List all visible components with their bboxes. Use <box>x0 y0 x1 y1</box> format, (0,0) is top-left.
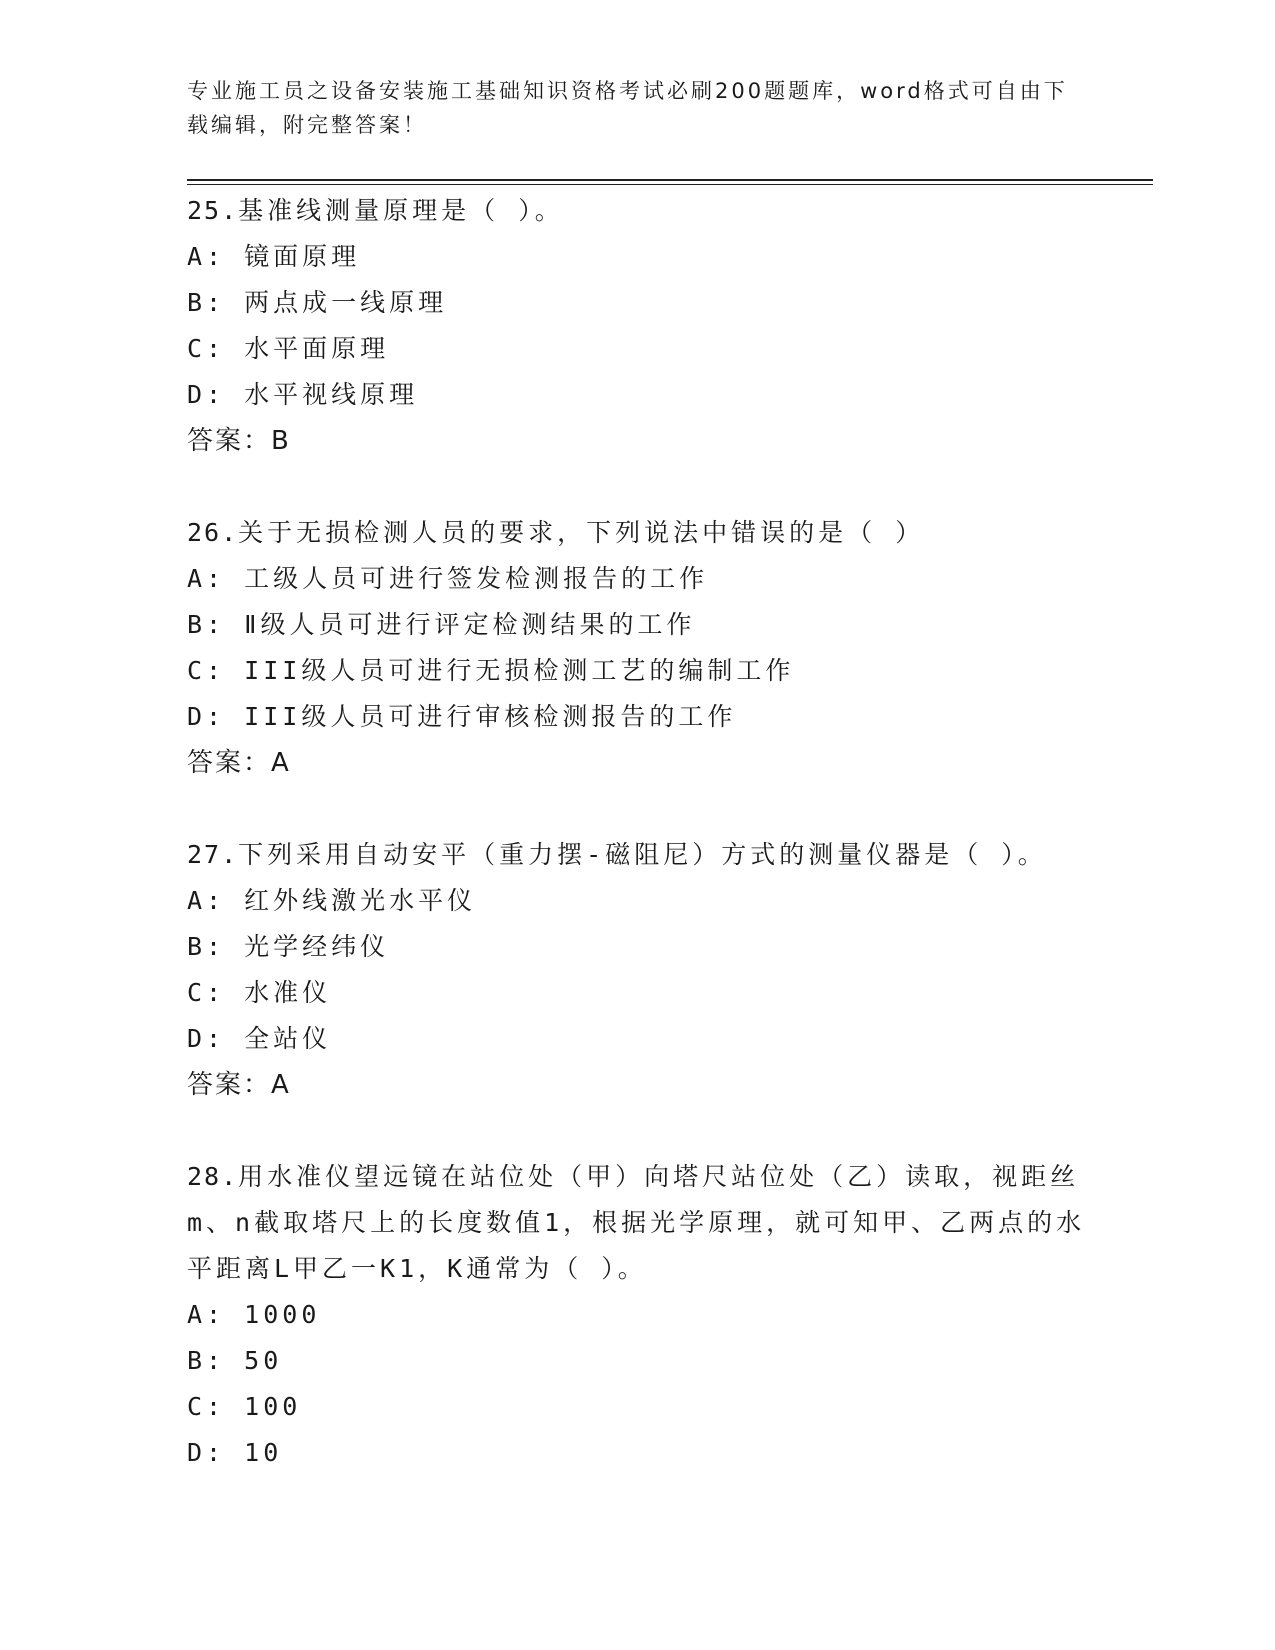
option-label: D: <box>187 1438 226 1467</box>
option-label: C: <box>187 978 226 1007</box>
option-label: D: <box>187 380 226 409</box>
question-27 <box>187 832 1107 1108</box>
option-label: C: <box>187 656 226 685</box>
document-header: 专业施工员之设备安装施工基础知识资格考试必刷200题题库，word格式可自由下载编辑，附完整答案！ <box>187 79 1068 137</box>
question-number: 26. <box>187 518 239 547</box>
option-label: C: <box>187 334 226 363</box>
option-c <box>187 648 1107 694</box>
option-c <box>187 1384 1107 1430</box>
option-a <box>187 234 1107 280</box>
question-28 <box>187 1154 1107 1476</box>
question-number: 25. <box>187 196 239 225</box>
option-label: B: <box>187 932 226 961</box>
option-d <box>187 1430 1107 1476</box>
option-text: 1000 <box>244 1300 321 1329</box>
option-text: 工级人员可进行签发检测报告的工作 <box>244 564 709 593</box>
option-c <box>187 326 1107 372</box>
answer-line: 答案：A <box>187 748 291 778</box>
option-label: A: <box>187 242 226 271</box>
option-d <box>187 694 1107 740</box>
option-text: III级人员可进行审核检测报告的工作 <box>244 702 737 731</box>
question-stem <box>187 832 1107 878</box>
option-b <box>187 924 1107 970</box>
option-text: 水平面原理 <box>244 334 390 363</box>
question-stem <box>187 1154 1087 1292</box>
option-label: B: <box>187 288 226 317</box>
option-text: 水平视线原理 <box>244 380 419 409</box>
header-divider-thin <box>187 184 1153 185</box>
option-label: D: <box>187 702 226 731</box>
option-text: 10 <box>244 1438 283 1467</box>
header-divider-thick <box>187 179 1153 181</box>
option-d <box>187 1016 1107 1062</box>
question-text: 下列采用自动安平（重力摆-磁阻尼）方式的测量仪器是（ ）。 <box>238 840 1047 869</box>
option-text: 100 <box>244 1392 302 1421</box>
option-label: A: <box>187 886 226 915</box>
option-a <box>187 556 1107 602</box>
question-number: 27. <box>187 840 239 869</box>
question-25 <box>187 188 1107 464</box>
option-b <box>187 280 1107 326</box>
option-b <box>187 1338 1107 1384</box>
answer-line: 答案：A <box>187 1070 291 1100</box>
option-text: 红外线激光水平仪 <box>244 886 477 915</box>
option-text: 全站仪 <box>244 1024 332 1053</box>
question-number: 28. <box>187 1162 239 1191</box>
option-text: 镜面原理 <box>244 242 361 271</box>
option-d <box>187 372 1107 418</box>
option-text: 两点成一线原理 <box>244 288 448 317</box>
option-label: A: <box>187 564 226 593</box>
option-text: 50 <box>244 1346 283 1375</box>
option-b <box>187 602 1107 648</box>
option-a <box>187 878 1107 924</box>
option-text: Ⅱ级人员可进行评定检测结果的工作 <box>244 610 696 639</box>
option-label: B: <box>187 1346 226 1375</box>
answer-line: 答案：B <box>187 426 291 456</box>
question-stem <box>187 510 1107 556</box>
question-list <box>187 188 1107 1522</box>
option-label: B: <box>187 610 226 639</box>
option-a <box>187 1292 1107 1338</box>
option-label: C: <box>187 1392 226 1421</box>
question-text: 用水准仪望远镜在站位处（甲）向塔尺站位处（乙）读取，视距丝m、n截取塔尺上的长度数值1，根据光学原理，就可知甲、乙两点的水平距离L甲乙一K1，K通常为（ ）。 <box>187 1162 1086 1283</box>
option-text: 水准仪 <box>244 978 332 1007</box>
option-label: A: <box>187 1300 226 1329</box>
question-26 <box>187 510 1107 786</box>
question-text: 关于无损检测人员的要求，下列说法中错误的是（ ） <box>238 518 925 547</box>
option-label: D: <box>187 1024 226 1053</box>
option-c <box>187 970 1107 1016</box>
option-text: 光学经纬仪 <box>244 932 390 961</box>
question-text: 基准线测量原理是（ ）。 <box>238 196 564 225</box>
question-stem <box>187 188 1107 234</box>
option-text: III级人员可进行无损检测工艺的编制工作 <box>244 656 795 685</box>
